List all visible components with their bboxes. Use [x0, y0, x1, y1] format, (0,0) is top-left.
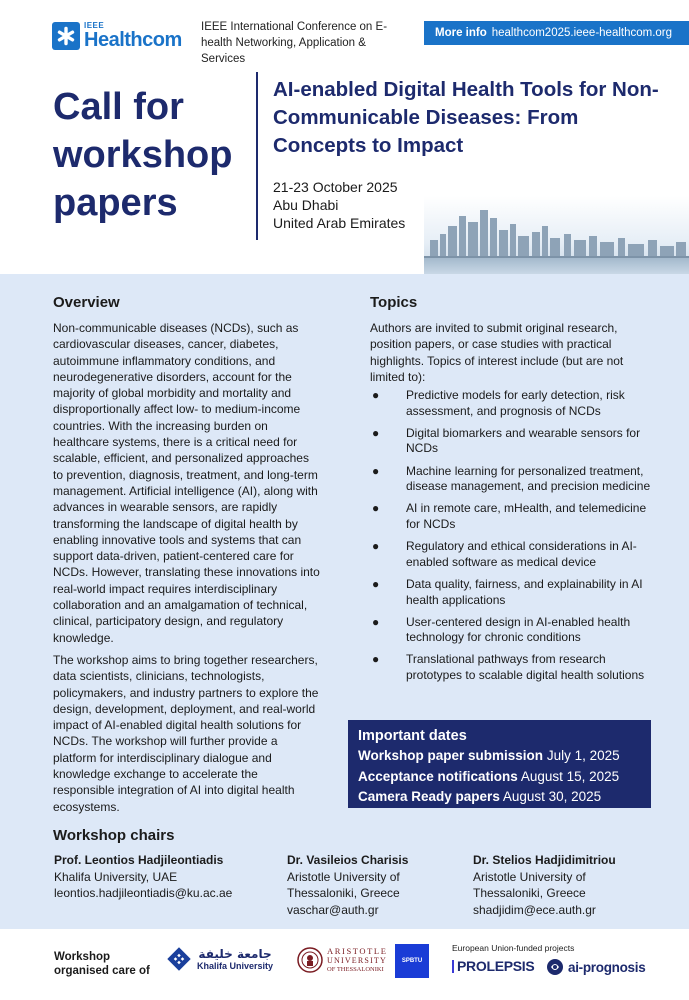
aristotle-seal-icon — [297, 946, 323, 974]
event-city: Abu Dhabi — [273, 197, 339, 213]
bullet: ● — [372, 463, 380, 478]
chairs-heading: Workshop chairs — [53, 827, 175, 844]
chair-email[interactable]: shadjidim@ece.auth.gr — [473, 902, 596, 917]
bullet: ● — [372, 652, 380, 667]
overview-heading: Overview — [53, 294, 120, 311]
topics-list — [370, 388, 660, 690]
ai-prognosis-mark-icon — [546, 958, 564, 976]
chair-card — [54, 852, 232, 902]
chair-affiliation: Aristotle University of — [473, 869, 586, 884]
date-row: Acceptance notifications August 15, 2025 — [358, 768, 620, 784]
conference-name: IEEE International Conference on E-health Networking, Application & Services — [201, 21, 388, 65]
more-info-label: More info — [435, 27, 487, 39]
auth-line-1: ARISTOTLE — [327, 946, 388, 956]
chair-affiliation: Khalifa University, UAE — [54, 869, 178, 884]
khalifa-knot-icon — [166, 946, 192, 972]
chair-email[interactable]: vaschar@auth.gr — [287, 902, 379, 917]
abu-dhabi-skyline-image — [424, 196, 689, 274]
important-dates-box — [348, 720, 651, 808]
logo-ieee-text: IEEE — [84, 21, 105, 30]
khalifa-english-name: Khalifa University — [197, 960, 274, 971]
healthcom-logo — [52, 22, 182, 50]
list-item: ● Regulatory and ethical considerations in AI-enabled software as medical device — [372, 539, 637, 569]
chair-name: Dr. Stelios Hadjidimitriou — [473, 853, 616, 867]
list-item: ● Machine learning for personalized treatment, disease management, and precision medicine — [372, 463, 651, 494]
overview-paragraph-2: The workshop aims to bring together researchers, data scientists, clinicians, technologists, policymakers, and industry partners to explore the design, development, deployment, and real-world impact of AI-enabled digital health solutions for NCDs. The workshop will further provide a platform for interdisciplinary dialogue and knowledge exchange to accelerate the responsible integration of AI into digital health ecosystems. — [53, 653, 319, 814]
event-info — [273, 178, 405, 232]
list-item: ● Translational pathways from research prototypes to scalable digital health solutions — [372, 652, 645, 683]
chair-name: Dr. Vasileios Charisis — [287, 853, 409, 867]
topics-intro: Authors are invited to submit original research, position papers, or case studies with practical highlights. Topics of interest include (but are not limited to): — [370, 321, 624, 384]
khalifa-arabic-name: جامعة خليفة — [198, 946, 272, 961]
important-dates-heading: Important dates — [358, 728, 467, 744]
list-item: ● Data quality, fairness, and explainability in AI health applications — [372, 576, 643, 607]
overview-paragraph-1: Non-communicable diseases (NCDs), such as cardiovascular diseases, cancer, diabetes, autoimmune inflammatory conditions, and neurodegenerative disorders, account for the majority of global morbidity and mortality and disproportionally affect low- to medium-income countries. With the increasing burden on healthcare systems, there is a critical need for scalable, efficient, and personalized approaches to prevention, diagnosis, treatment, and long-term management. Artificial intelligence (AI), along with advances in wearable sensors, are rapidly transforming the landscape of digital health by enabling innovative tools and systems that can support data-driven, patient-centered care for NCDs. However, translating these innovations into real-world impact requires interdisciplinary collaboration and an amalgamation of technical, clinical, participatory design, and regulatory knowledge. — [53, 321, 320, 645]
auth-line-2: UNIVERSITY — [327, 955, 387, 965]
logo-name-text: Healthcom — [84, 29, 182, 51]
prolepsis-bar-icon — [452, 960, 454, 973]
aristotle-university-logo — [297, 946, 388, 974]
chair-affiliation-2: Thessaloniki, Greece — [287, 886, 400, 900]
event-country: United Arab Emirates — [273, 215, 406, 231]
call-for-papers-title: Call for workshop papers — [53, 86, 233, 224]
khalifa-university-logo — [166, 946, 273, 972]
more-info-url[interactable]: healthcom2025.ieee-healthcom.org — [491, 27, 673, 39]
more-info-banner[interactable] — [424, 21, 689, 45]
bullet: ● — [372, 576, 380, 591]
asterisk-icon — [52, 22, 80, 50]
event-date: 21-23 October 2025 — [273, 179, 398, 195]
chair-affiliation-2: Thessaloniki, Greece — [473, 886, 586, 900]
ai-prognosis-text: ai-prognosis — [568, 959, 646, 975]
ai-prognosis-logo — [546, 958, 645, 976]
title-divider — [256, 72, 258, 240]
date-row: Workshop paper submission July 1, 2025 — [358, 748, 620, 763]
prolepsis-text: PROLEPSIS — [457, 958, 535, 974]
auth-line-3: OF THESSALONIKI — [327, 965, 384, 973]
bullet: ● — [372, 539, 380, 554]
list-item: ● User-centered design in AI-enabled health technology for chronic conditions — [372, 614, 631, 645]
chair-card — [287, 852, 408, 918]
bullet: ● — [372, 614, 380, 629]
chair-card — [473, 852, 616, 918]
chair-email[interactable]: leontios.hadjileontiadis@ku.ac.ae — [54, 886, 233, 900]
date-row: Camera Ready papers August 30, 2025 — [358, 789, 602, 805]
bullet: ● — [372, 425, 380, 440]
topics-heading: Topics — [370, 294, 418, 311]
bullet: ● — [372, 501, 380, 516]
organised-by-label: Workshop organised care of — [54, 951, 150, 977]
chair-name: Prof. Leontios Hadjileontiadis — [54, 853, 224, 867]
list-item: ● AI in remote care, mHealth, and telemedicine for NCDs — [372, 501, 647, 531]
list-item: ● Digital biomarkers and wearable sensors for NCDs — [372, 425, 641, 456]
eu-projects-label: European Union-funded projects — [452, 943, 575, 953]
spbtu-logo: SPBTU — [395, 944, 429, 978]
prolepsis-logo — [452, 958, 534, 974]
bullet: ● — [372, 388, 380, 402]
list-item: ● Predictive models for early detection, risk assessment, and prognosis of NCDs — [372, 388, 625, 418]
chair-affiliation: Aristotle University of — [287, 869, 400, 884]
workshop-title: AI-enabled Digital Health Tools for Non-Communicable Diseases: From Concepts to Impact — [273, 78, 659, 157]
